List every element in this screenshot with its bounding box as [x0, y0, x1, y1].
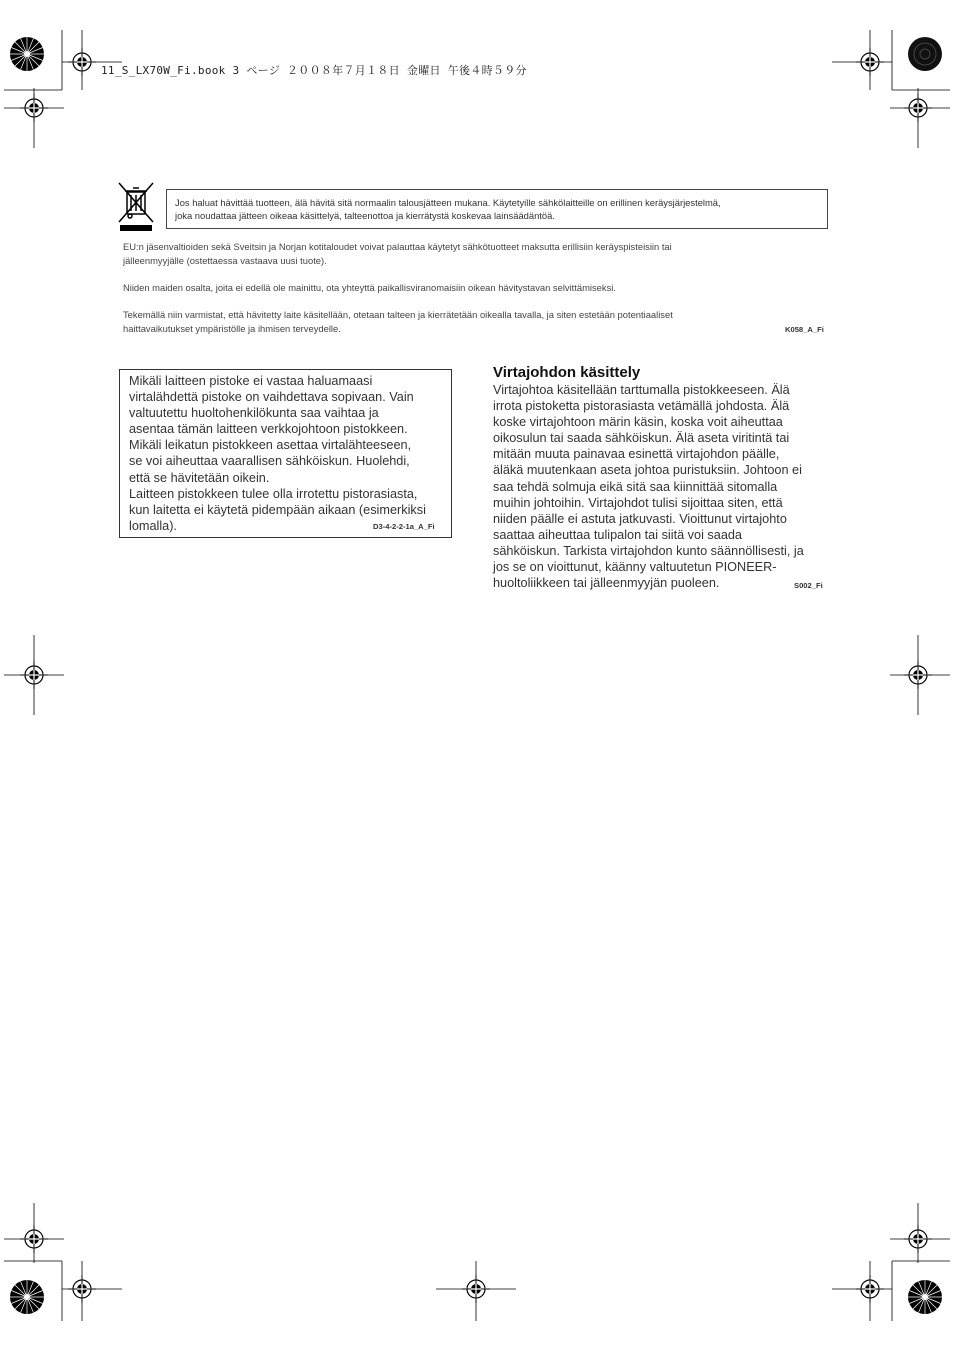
- cord-line: äläkä muutenkaan aseta johtoa puristuksiin. Johtoon ei: [493, 463, 802, 478]
- plug-line: virtalähdettä pistoke on vaihdettava sopivaan. Vain: [129, 390, 414, 405]
- power-cord-text: [493, 382, 828, 591]
- plug-notice-box: [119, 369, 452, 538]
- plug-line: asentaa tämän laitteen verkkojohtoon pistokkeen.: [129, 422, 408, 437]
- cord-line: saattaa aiheuttaa tulipalon tai siitä voi saada: [493, 527, 742, 542]
- plug-line: Mikäli leikatun pistokkeen asettaa virtalähteeseen,: [129, 438, 412, 453]
- disposal-notice-box: [166, 189, 828, 229]
- cord-line: koske virtajohtoon märin käsin, koska voit aiheuttaa: [493, 415, 783, 430]
- cord-line: sähköiskun. Tarkista virtajohdon kunto säännöllisesti, ja: [493, 543, 804, 558]
- disposal-paragraph-2: Niiden maiden osalta, joita ei edellä ole mainittu, ota yhteyttä paikallisviranomaisiin oikean hävitystavan selvittämiseksi.: [123, 282, 616, 293]
- disposal-p1-line-1: EU:n jäsenvaltioiden sekä Sveitsin ja Norjan kotitaloudet voivat palauttaa käytetyt sähkötuotteet maksutta erillisiin keräyspisteisiin tai: [123, 241, 672, 252]
- plug-line: se voi aiheuttaa vaarallisen sähköiskun. Huolehdi,: [129, 454, 410, 469]
- disposal-p1-line-2: jälleenmyyjälle (ostettaessa vastaava uusi tuote).: [123, 255, 327, 266]
- crossed-bin-icon: [116, 180, 156, 232]
- disposal-code: K058_A_Fi: [785, 325, 824, 334]
- disposal-paragraph-1: [123, 240, 813, 268]
- cord-line: niiden päälle ei astuta jatkuvasti. Vioittunut virtajohto: [493, 511, 787, 526]
- cord-line: oikosulun tai saada sähköiskun. Älä aseta viritintä tai: [493, 431, 790, 446]
- cord-line: jos se on vioittunut, käänny valtuutetun PIONEER-: [493, 560, 777, 575]
- disposal-p3-line-2: haittavaikutukset ympäristölle ja ihmisen terveydelle.: [123, 323, 341, 334]
- disposal-box-line-2: joka noudattaa jätteen oikeaa käsittelyä, talteenottoa ja kierrätystä koskevaa lainsäädäntöä.: [175, 209, 555, 221]
- cord-line: muihin johtoihin. Virtajohdot tulisi sijoittaa siten, että: [493, 495, 783, 510]
- disposal-paragraph-3: [123, 308, 813, 336]
- plug-notice-code: D3-4-2-2-1a_A_Fi: [373, 522, 435, 531]
- file-info-line: 11_S_LX70W_Fi.book 3 ページ ２００８年７月１８日 金曜日 午後４時５９分: [101, 64, 527, 77]
- cord-line: saa tehdä solmuja eikä sitä saa kiinnittää sitomalla: [493, 479, 778, 494]
- power-cord-heading: Virtajohdon käsittely: [493, 364, 641, 381]
- plug-line: lomalla).: [129, 518, 177, 533]
- plug-line: että se hävitetään oikein.: [129, 470, 270, 485]
- plug-line: Laitteen pistokkeen tulee olla irrotettu pistorasiasta,: [129, 486, 418, 501]
- cord-line: Virtajohtoa käsitellään tarttumalla pistokkeeseen. Älä: [493, 383, 790, 397]
- cord-line: huoltoliikkeen tai jälleenmyyjän puoleen.: [493, 576, 720, 591]
- disposal-p3-line-1: Tekemällä niin varmistat, että hävitetty laite käsitellään, otetaan talteen ja kierrätetään oikealla tavalla, ja siten estetään potentiaaliset: [123, 309, 673, 320]
- cord-line: irrota pistoketta pistorasiasta vetämällä johdosta. Älä: [493, 399, 790, 414]
- cord-line: mitään muuta painavaa esinettä virtajohdon päälle,: [493, 447, 780, 462]
- power-cord-code: S002_Fi: [794, 581, 823, 590]
- disposal-box-line-1: Jos haluat hävittää tuotteen, älä hävitä sitä normaalin talousjätteen mukana. Käytetyille sähkölaitteille on erillinen keräysjärjestelmä,: [175, 197, 721, 208]
- plug-line: kun laitetta ei käytetä pidempään aikaan (esimerkiksi: [129, 502, 426, 517]
- plug-line: Mikäli laitteen pistoke ei vastaa haluamaasi: [129, 374, 373, 388]
- plug-line: valtuutettu huoltohenkilökunta saa vaihtaa ja: [129, 406, 379, 421]
